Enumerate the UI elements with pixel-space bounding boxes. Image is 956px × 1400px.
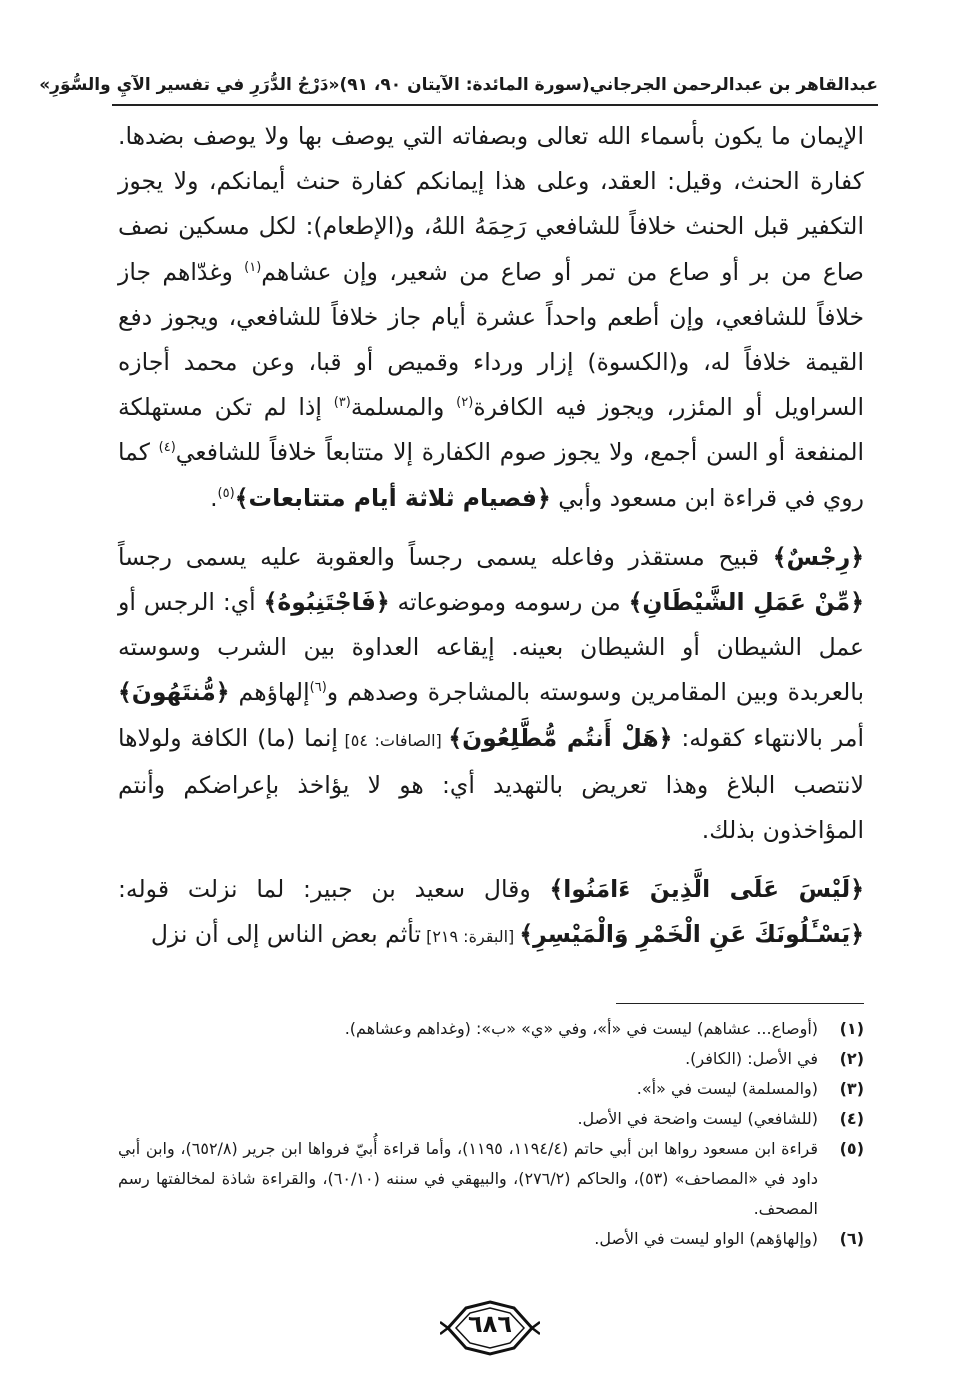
footnote-item (118, 1074, 864, 1104)
footnote-number: (٦) (839, 1229, 864, 1248)
paragraph-1 (118, 114, 864, 521)
quran-quote: ﴿مُّنتَهُونَ﴾ (118, 678, 230, 707)
quran-quote: ﴿يَسْـَٔلُونَكَ عَنِ الْخَمْرِ وَالْمَيْسِرِ﴾ (519, 920, 864, 949)
quran-quote: ﴿فصيام ثلاثة أيام متتابعات﴾ (234, 483, 551, 512)
text-run: أمر بالانتهاء كقوله: (672, 723, 864, 752)
footnote-item (118, 1104, 864, 1134)
footnote-ref-4[interactable]: (٤) (158, 440, 176, 456)
footnote-text: (للشافعي) ليست واضحة في الأصل. (577, 1109, 818, 1128)
header-rule (112, 104, 878, 106)
verse-reference: [البقرة: ٢١٩] (420, 927, 520, 947)
footnote-ref-3[interactable]: (٣) (333, 395, 351, 411)
text-run: وقال سعيد بن جبير: لما نزلت قوله: (118, 875, 550, 904)
quran-quote: ﴿هَلْ أَنتُم مُّطَّلِعُونَ﴾ (448, 723, 673, 752)
footnote-ref-6[interactable]: (٦) (309, 680, 327, 696)
text-run: والمسلمة (350, 393, 457, 422)
text-run: إذا لم تكن مستهلكة المنفعة أو السن أجمع، ولا يجوز صوم الكفارة إلا متتابعاً خلافاً للشافعي (118, 393, 865, 467)
main-text (118, 114, 864, 960)
paragraph-2 (118, 535, 864, 853)
text-run: من رسومه وموضوعاته (389, 588, 629, 617)
running-header (39, 68, 878, 102)
text-run: إنما (ما) الكافة ولولاها لانتصب البلاغ وهذا تعريض بالتهديد أي: هو لا يؤاخذ بإعراضكم وأنتم المؤاخذون بذلك. (118, 723, 864, 845)
page-number: ٦٨٦ (468, 1310, 512, 1338)
quran-quote: ﴿رِجْسٌ﴾ (772, 542, 864, 571)
quran-quote: ﴿فَاجْتَنِبُوهُ﴾ (263, 588, 390, 617)
footnote-ref-5[interactable]: (٥) (217, 485, 235, 501)
footnote-item (118, 1014, 864, 1044)
footnote-item (118, 1224, 864, 1254)
quran-quote: ﴿لَيْسَ عَلَى الَّذِينَ ءَامَنُوا﴾ (549, 875, 864, 904)
header-surah: (سورة المائدة: الآيتان ٩٠، ٩١) (339, 75, 590, 95)
text-run: وغدّاهم جاز خلافاً للشافعي، وإن أطعم واحداً عشرة أيام جاز خلافاً للشافعي، ويجوز دفع القيمة خلافاً له، و(الكسوة) إزار ورداء وقميص أو قبا، وعن محمد أجازه السراويل أو المئزر، ويجوز فيه الكافرة (118, 257, 864, 422)
footnote-text: (أوصاع... عشاهم) ليست في «أ»، وفي «ي» «ب»: (وغداهم وعشاهم). (344, 1019, 818, 1038)
footnote-ref-1[interactable]: (١) (244, 259, 262, 275)
text-run: الإيمان ما يكون بأسماء الله تعالى وبصفاته التي يوصف بها ولا يوصف بضدها. كفارة الحنث، وقيل: العقد، وعلى هذا إيمانكم كفارة حنث أيمانكم، ولا يجوز التكفير قبل الحنث خلافاً للشافعي رَحِمَهُ اللهُ، و(الإطعام): لكل مسكين نصف صاع من بر أو صاع من تمر أو صاع من شعير، وإن عشاهم (118, 122, 864, 286)
header-author: عبدالقاهر بن عبدالرحمن الجرجاني (589, 75, 878, 95)
footnote-number: (١) (839, 1019, 864, 1038)
text-run: إلهاؤهم (229, 678, 310, 707)
footnote-number: (٣) (839, 1079, 864, 1098)
footnote-text: قراءة ابن مسعود رواها ابن أبي حاتم (١١٩٤/٤، ١١٩٥)، وأما قراءة أُبيّ فرواها ابن جرير (٦٥٢/٨)، وابن أبي داود في «المصاحف» (٥٣)، والحاكم (٢٧٦/٢)، والبيهقي في سننه (٦٠/١٠)، والقراءة شاذة لمخالفتها رسم المصحف. (118, 1139, 818, 1218)
footnote-text: (والمسلمة) ليست في «أ». (636, 1079, 818, 1098)
text-run: أي: الرجس أو عمل الشيطان أو الشيطان بعينه. إيقاعه العداوة بين الشرب وسوسته بالعربدة وبين المقامرين وسوسته بالمشاجرة وصدهم و (118, 588, 864, 707)
text-run: . (210, 483, 218, 512)
text-run: قبيح مستقذر وفاعله يسمى رجساً والعقوبة عليه يسمى رجساً (118, 542, 773, 571)
footnote-text: (وإلهاؤهم) الواو ليست في الأصل. (594, 1229, 818, 1248)
footnote-item (118, 1044, 864, 1074)
footnotes (118, 1014, 864, 1254)
verse-reference: [الصافات: ٥٤] (337, 730, 449, 750)
footnote-ref-2[interactable]: (٢) (456, 395, 474, 411)
paragraph-3 (118, 867, 864, 959)
footnote-number: (٢) (839, 1049, 864, 1068)
text-run: كما روي في قراءة ابن مسعود وأبي (118, 438, 864, 512)
footnote-item (118, 1134, 864, 1224)
header-book-title: «دَرْجُ الدُّرَرِ في تفسير الآيِ والسُّوَرِ» (39, 75, 340, 95)
footnote-number: (٤) (839, 1109, 864, 1128)
quran-quote: ﴿مِّنْ عَمَلِ الشَّيْطَانِ﴾ (628, 588, 864, 617)
footnote-text: في الأصل: (الكافر). (685, 1049, 818, 1068)
footnote-number: (٥) (839, 1139, 864, 1158)
footnote-separator (616, 1003, 864, 1004)
text-run: تأثم بعض الناس إلى أن نزل (150, 920, 421, 949)
